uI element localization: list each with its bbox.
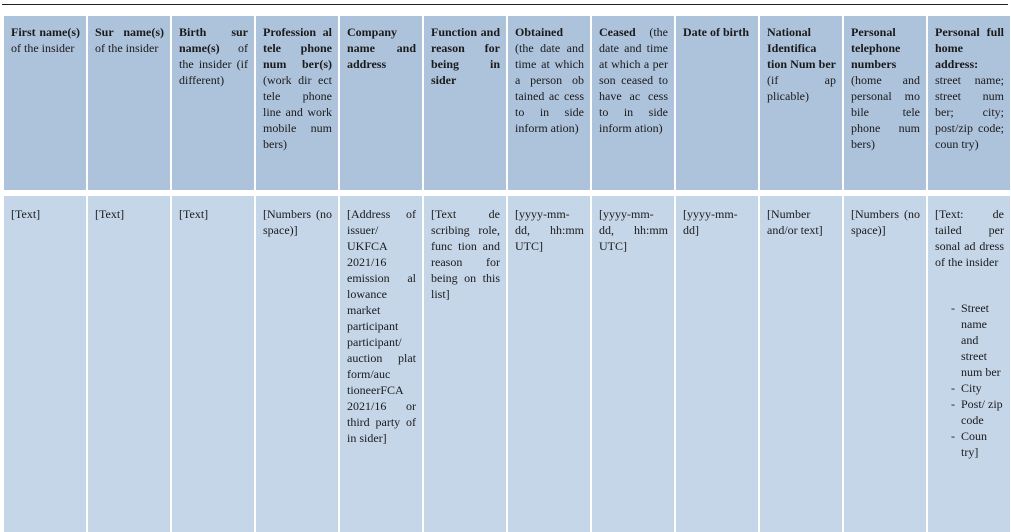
address-intro: [Text: de tailed per sonal ad dress of the insider — [935, 207, 1004, 269]
top-rule — [2, 4, 1008, 5]
list-item: - Street name and street num ber — [951, 300, 1004, 380]
cell-date-of-birth: [yyyy-mm-dd] — [676, 196, 758, 532]
header-row — [4, 16, 1010, 190]
header-birth-surname: Birth sur name(s) of the insider (if different) — [172, 16, 254, 190]
cell-surname: [Text] — [88, 196, 170, 532]
header-first-name: First name(s) of the insider — [4, 16, 86, 190]
cell-ceased: [yyyy-mm-dd, hh:mm UTC] — [592, 196, 674, 532]
cell-first-name: [Text] — [4, 196, 86, 532]
cell-national-id: [Number and/or text] — [760, 196, 842, 532]
list-item: - City — [951, 380, 1004, 396]
header-personal-phone: Personal telephone numbers (home and personal mo bile tele phone num bers) — [844, 16, 926, 190]
cell-personal-phone: [Numbers (no space)] — [844, 196, 926, 532]
header-ceased: Ceased (the date and time at which a per son ceased to have ac cess to in side inform ation) — [592, 16, 674, 190]
header-surname: Sur name(s) of the insider — [88, 16, 170, 190]
insider-list-table — [2, 16, 1011, 532]
cell-birth-surname: [Text] — [172, 196, 254, 532]
cell-home-address — [928, 196, 1010, 532]
header-function: Function and reason for being in sider — [424, 16, 506, 190]
header-national-id: National Identifica tion Num ber (if ap plicable) — [760, 16, 842, 190]
header-professional-phone: Profession al tele phone num ber(s) (work dir ect tele phone line and work mobile num bers) — [256, 16, 338, 190]
header-home-address: Personal full home address: street name; street num ber; city; post/zip code; coun try) — [928, 16, 1010, 190]
cell-company: [Address of issuer/ UKFCA 2021/16 emission al lowance market participant participant/ auction plat form/auc tioneerFCA 2021/16 or third party of in sider] — [340, 196, 422, 532]
list-item: - Post/ zip code — [951, 396, 1004, 428]
list-item: - Coun try] — [951, 428, 1004, 460]
address-list — [935, 300, 1004, 460]
header-date-of-birth: Date of birth — [676, 16, 758, 190]
header-company: Company name and address — [340, 16, 422, 190]
cell-function: [Text de scribing role, func tion and reason for being on this list] — [424, 196, 506, 532]
cell-professional-phone: [Numbers (no space)] — [256, 196, 338, 532]
table-row — [4, 196, 1010, 532]
header-obtained: Obtained (the date and time at which a person ob tained ac cess to in side inform ation) — [508, 16, 590, 190]
cell-obtained: [yyyy-mm-dd, hh:mm UTC] — [508, 196, 590, 532]
